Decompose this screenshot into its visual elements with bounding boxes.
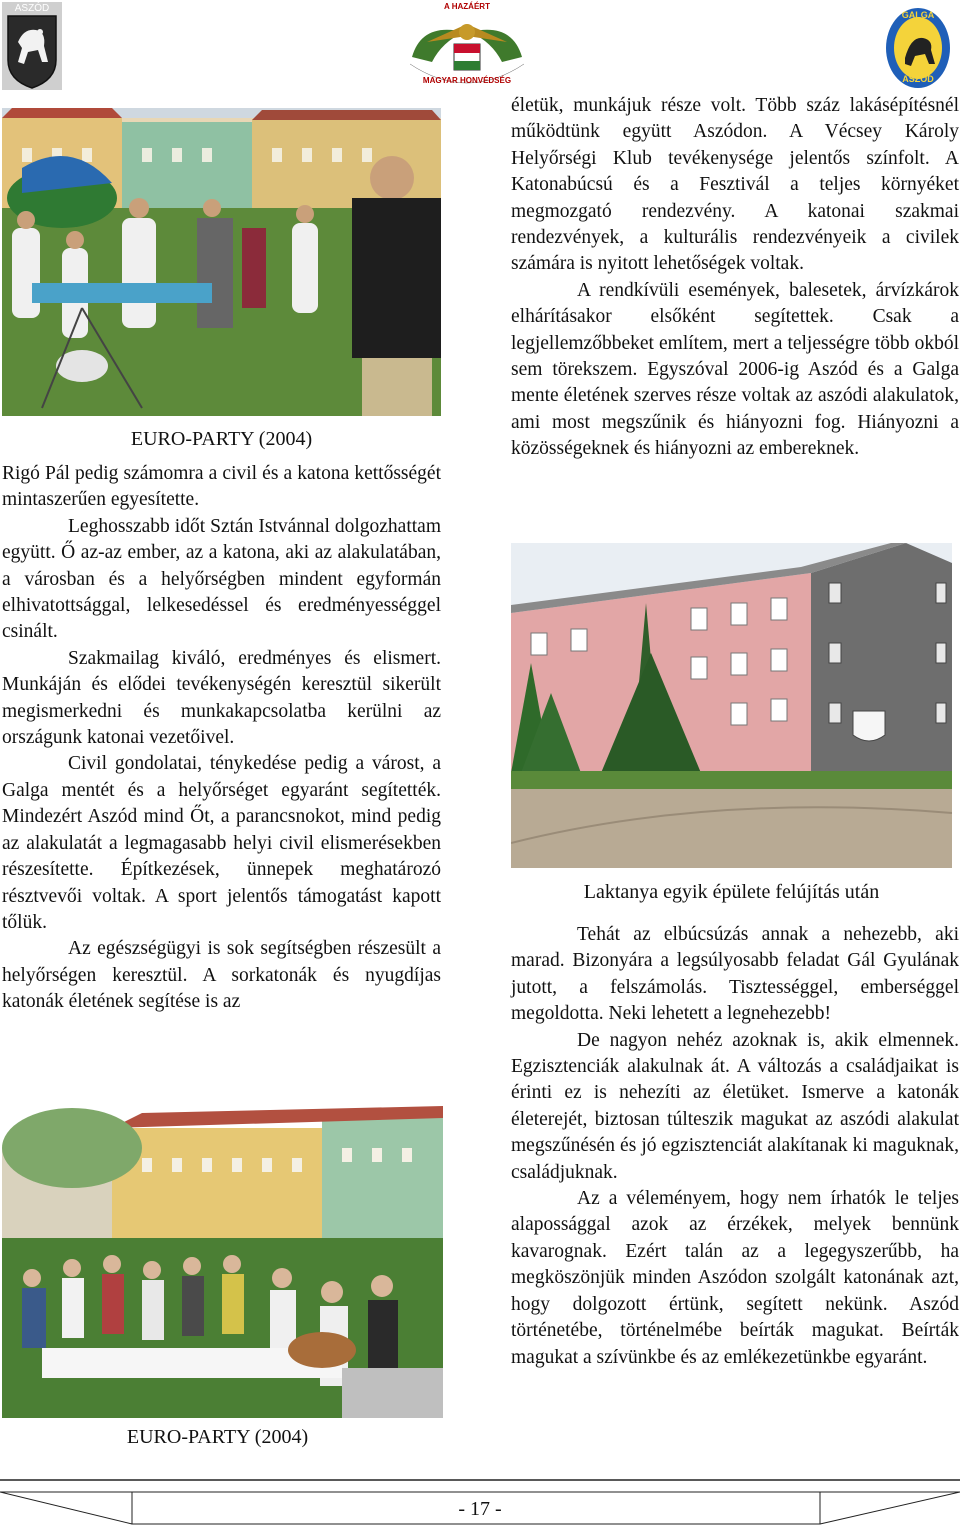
logo-center-bottom-text: MAGYAR HONVÉDSÉG	[422, 76, 512, 85]
right-paragraph-2: A rendkívüli események, balesetek, árvízkárok elhárításakor elsőként segítettek. Csak a legjellemzőbbeket említem, mert a teljességre több okból sem törekszem. Egyszóval 2006-ig Aszód és a Galga mente életének szerves része voltak az aszódi alakulatok, ami most megszűnik és hiányozni fog. Hiányozni a közösségeknek és hiányozni az embereknek.	[511, 279, 959, 460]
left-paragraph-1: Rigó Pál pedig számomra a civil és a katona kettősségét mintaszerűen egyesítette.	[2, 463, 441, 511]
left-column-text	[2, 461, 441, 1016]
photo-3-caption: Laktanya egyik épülete felújítás után	[583, 881, 880, 903]
photo-2-caption: EURO-PARTY (2004)	[126, 1426, 309, 1448]
right-column-bottom-text	[511, 922, 959, 1371]
logo-left-label: ASZÓD	[14, 3, 50, 14]
page-number: - 17 -	[458, 1498, 502, 1520]
logo-right-top-text: GALGA	[901, 10, 935, 20]
left-paragraph-3: Szakmailag kiváló, eredményes és elismert. Munkáján és elődei tevékenységén keresztül sikerült megismerkedni és munkakapcsolatba kerülni az országunk katonai vezetőivel.	[2, 647, 441, 749]
aszod-coat-of-arms-logo	[2, 2, 62, 90]
right-column-top-text	[511, 93, 959, 463]
hungarian-defence-forces-emblem	[402, 2, 532, 92]
photo-1-caption: EURO-PARTY (2004)	[130, 428, 313, 450]
right-paragraph-5: Az a véleményem, hogy nem írhatók le teljes alapossággal azok az érzékek, melyek bennünk kavarognak. Ezért talán az a legegyszerűbb, ha megköszönjük minden Aszódon szolgált katonának azt, hogy dolgozott értünk, segített nekünk. Aszód történetébe, történelmébe beírták magukat. Beírták magukat a szívünkbe és az emlékezetünkbe egyaránt.	[511, 1188, 959, 1368]
logo-right-bottom-text: ASZÓD	[902, 74, 934, 84]
logo-center-top-text: A HAZÁÉRT	[444, 2, 490, 11]
galga-aszod-logo	[883, 2, 953, 90]
left-paragraph-2: Leghosszabb időt Sztán Istvánnal dolgozhattam együtt. Ő az-az ember, az a katona, aki az alakulatában, a városban és a helyőrségben mindent egyformán elhivatottsággal, lelkesedéssel és eredményességgel csinált.	[2, 515, 441, 643]
right-paragraph-4: De nagyon nehéz azoknak is, akik elmennek. Egzisztenciák alakulnak át. A változás a családjaikat is érinti ez is nehezíti az életüket. Ismerve a katonák életerejét, biztosan túlteszik magukat az aszódi alakulat megszűnésén és jó egzisztenciát alakítanak ki maguknak, családjuknak.	[511, 1029, 959, 1183]
euro-party-photo-2	[2, 1088, 443, 1418]
right-paragraph-1: életük, munkájuk része volt. Több száz lakásépítésnél működtünk együtt Aszódon. A Vécsey Károly Helyőrségi Klub tevékenysége jelentős színfolt. A Katonabúcsú és a Fesztivál a teljes környéket megmozgató rendezvény. A katonai szakmai rendezvények, a kulturális rendezvényeik a civilek számára is nyitott lehetőségek voltak.	[511, 95, 959, 275]
barracks-building-photo	[511, 543, 952, 868]
right-paragraph-3: Tehát az elbúcsúzás annak a nehezebb, aki marad. Bizonyára a legsúlyosabb feladat Gál Gyulának jutott, a felszámolás. Tisztességgel, emberséggel megoldotta. Neki lehetett a legnehezebb!	[511, 924, 959, 1025]
left-paragraph-4: Civil gondolatai, ténykedése pedig a várost, a Galga mentét és a helyőrséget egyaránt segítették. Mindezért Aszód mind Őt, a parancsnokot, mind pedig az alakulatát a legmagasabb helyi civil elismerésekben részesítette. Építkezések, ünnepek meghatározó résztvevői voltak. A sport jelentős támogatást kapott tőlük.	[2, 753, 441, 933]
left-paragraph-5: Az egészségügyi is sok segítségben részesült a helyőrségen keresztül. A sorkatonák és nyugdíjas katonák életének segítése is az	[2, 938, 441, 1013]
euro-party-photo-1	[2, 108, 441, 416]
